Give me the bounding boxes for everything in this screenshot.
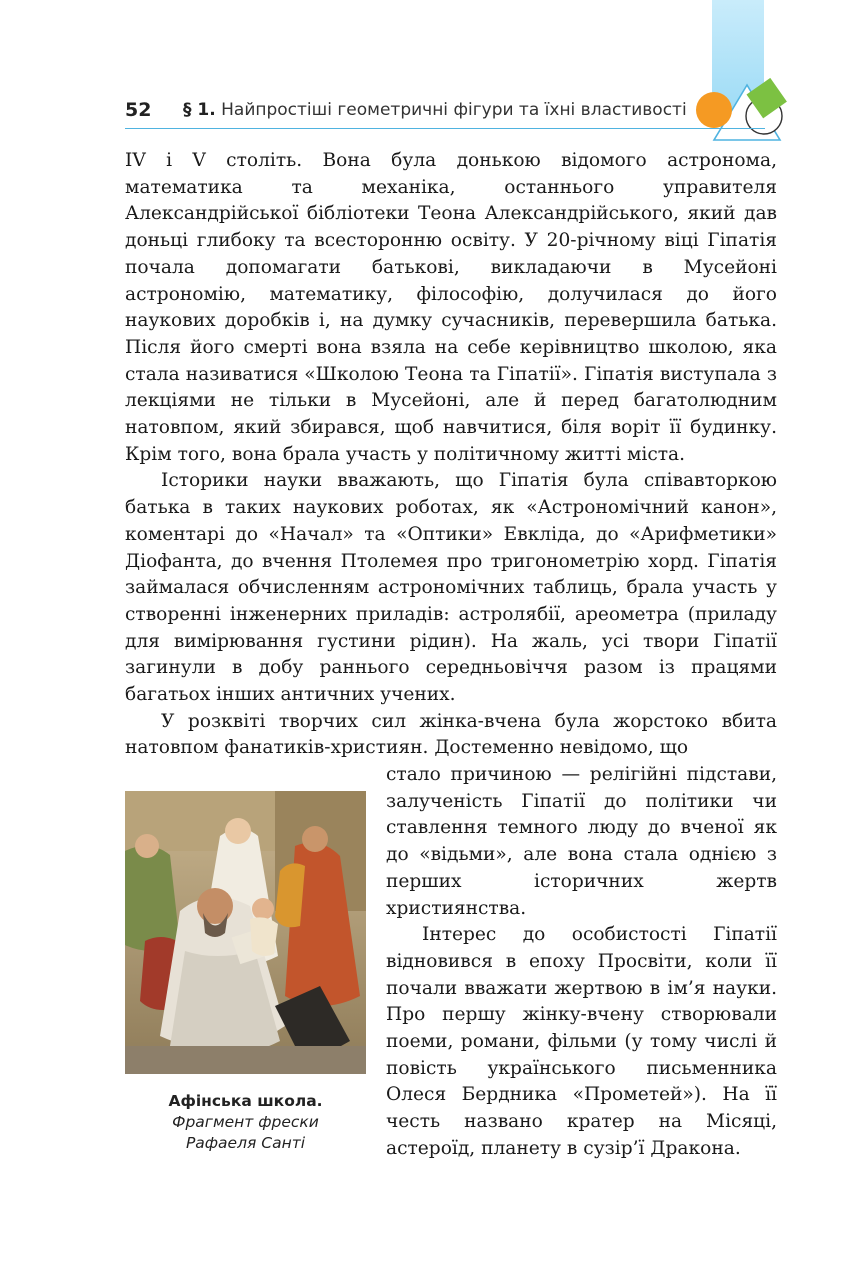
paragraph-3: У розквіті творчих сил жінка-вчена була жорстоко вбита натовпом фанатиків-християн. Достеменно невідомо, що: [125, 710, 777, 759]
geometric-shapes-icon: [690, 70, 790, 150]
fresco-image: [125, 791, 366, 1074]
header-rule: [125, 128, 765, 129]
caption-title: Афінська школа.: [168, 1092, 323, 1110]
paragraph-4: Інтерес до особистості Гіпатії відновився в епоху Просвіти, коли її почали вважати жертвою в ім’я науки. Про першу жінку-вчену створювали поеми, романи, фільми (у тому числі й повість українського письменника Олеся Бердника «Прометей»). На її честь названо кратер на Місяці, астероїд, планету в сузір’ї Дракона.: [386, 924, 777, 1159]
wrapped-text: [386, 762, 777, 1163]
main-text: [125, 148, 777, 762]
section-title-text: Найпростіші геометричні фігури та їхні властивості: [221, 100, 687, 120]
paragraph-2: Історики науки вважають, що Гіпатія була співавторкою батька в таких наукових роботах, як «Астрономічний канон», коментарі до «Начал» та «Оптики» Евкліда, до «Арифметики» Діофанта, до вчення Птолемея про тригонометрію хорд. Гіпатія займалася обчисленням астрономічних таблиць, брала участь у створенні інженерних приладів: астролябії, ареометра (приладу для вимірювання густини рідин). На жаль, усі твори Гіпатії загинули в добу раннього середньовіччя разом із працями багатьох інших античних учених.: [125, 470, 777, 706]
section-label: § 1.: [183, 100, 216, 120]
page-number: 52: [125, 99, 152, 121]
caption-line-1: Фрагмент фрески: [172, 1113, 319, 1131]
paragraph-1: IV і V століть. Вона була донькою відомого астронома, математика та механіка, останнього управителя Александрійської бібліотеки Теона Александрійського, який дав доньці глибоку та всесторонню освіту. У 20-річному віці Гіпатія почала допомагати батькові, викладаючи в Мусейоні астрономію, математику, філософію, долучилася до його наукових доробків і, на думку сучасників, перевершила батька. Після його смерті вона взяла на себе керівництво школою, яка стала називатися «Школою Теона та Гіпатії». Гіпатія виступала з лекціями не тільки в Мусейоні, але й перед багатолюдним натовпом, який збирався, щоб навчитися, біля воріт її будинку. Крім того, вона брала участь у політичному житті міста.: [125, 150, 777, 465]
figure-caption: [125, 1091, 366, 1154]
paragraph-3-continued: стало причиною — релігійні підстави, залученість Гіпатії до політики чи ставлення темного люду до вченої як до «відьми», але вона стала однією з перших історичних жертв християнства.: [386, 764, 777, 919]
section-title: [183, 100, 687, 120]
caption-line-2: Рафаеля Санті: [185, 1134, 306, 1152]
fresco-painting-icon: [125, 791, 366, 1074]
